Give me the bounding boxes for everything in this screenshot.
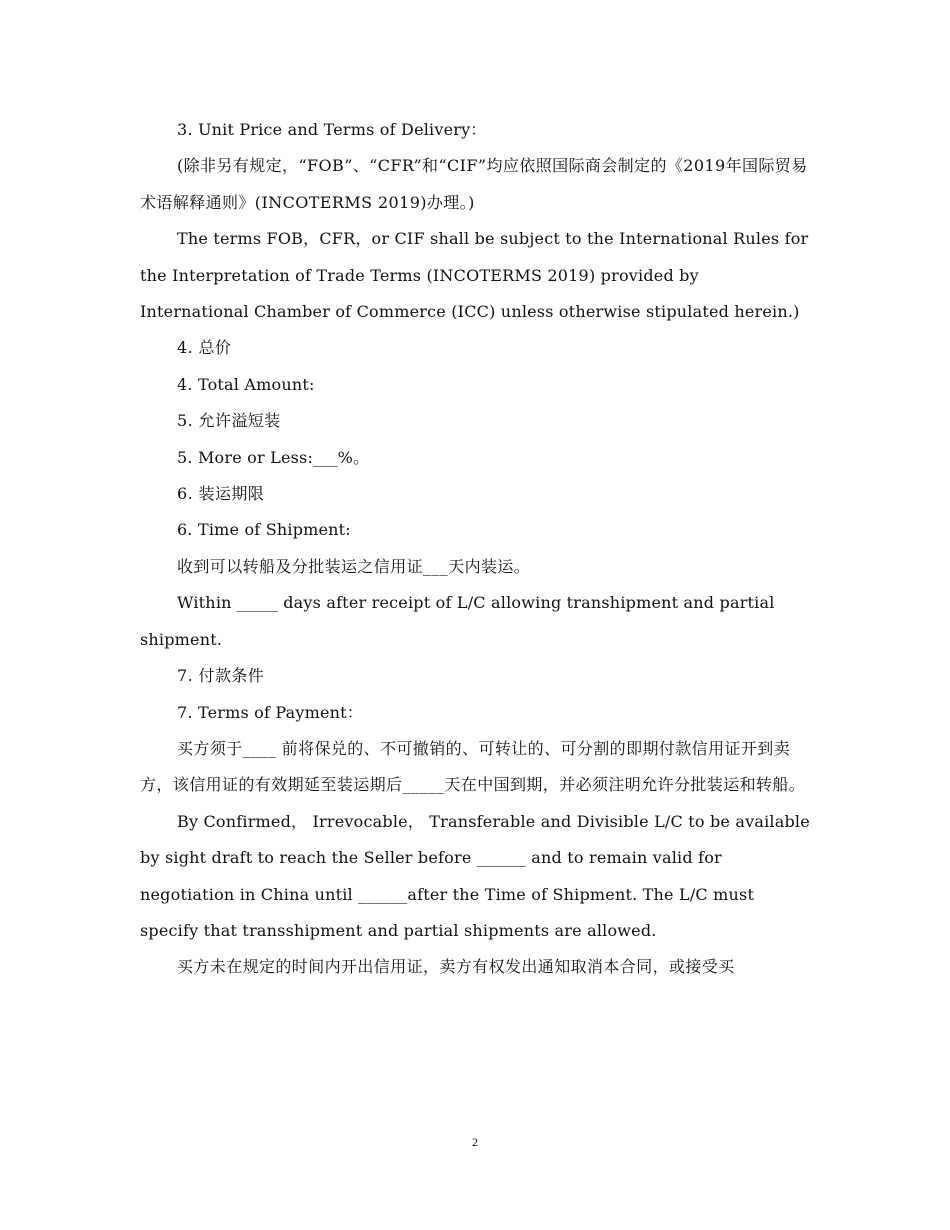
clause-5-heading-en: 5. More or Less:___%。	[177, 447, 370, 467]
clause-6-heading-en: 6. Time of Shipment:	[177, 520, 351, 540]
document-body	[140, 112, 812, 986]
page-number: 2	[472, 1135, 478, 1149]
clause-6-body-cn: 收到可以转船及分批装运之信用证___天内装运。	[177, 556, 531, 576]
clause-4-heading-en: 4. Total Amount:	[177, 374, 315, 394]
clause-7-heading-en: 7. Terms of Payment：	[177, 702, 364, 722]
clause-6-body-en: Within _____ days after receipt of L/C allowing transhipment and partial shipment.	[140, 593, 775, 649]
clause-7-body-en: By Confirmed， Irrevocable， Transferable and Divisible L/C to be available by sight draft to reach the Seller before ______ and to remain valid for negotiation in China until ______after the Time of Shipment. The L/C must specify that transshipment and partial shipments are allowed.	[140, 811, 810, 940]
clause-7-note-cn: 买方未在规定的时间内开出信用证，卖方有权发出通知取消本合同，或接受买	[177, 957, 735, 977]
clause-5-heading-cn: 5. 允许溢短装	[177, 411, 281, 431]
clause-7-heading-cn: 7. 付款条件	[177, 666, 265, 686]
clause-3-note-cn: (除非另有规定，“FOB”、“CFR”和“CIF”均应依照国际商会制定的《2019年国际贸易术语解释通则》(INCOTERMS 2019)办理。)	[140, 156, 808, 212]
clause-4-heading-cn: 4. 总价	[177, 338, 232, 358]
clause-7-body-cn: 买方须于____ 前将保兑的、不可撤销的、可转让的、可分割的即期付款信用证开到卖方，该信用证的有效期延至装运期后_____天在中国到期，并必须注明允许分批装运和转船。	[140, 738, 806, 795]
clause-3-note-en: The terms FOB，CFR，or CIF shall be subject to the International Rules for the Interpretation of Trade Terms (INCOTERMS 2019) provided by International Chamber of Commerce (ICC) unless otherwise stipulated herein.)	[140, 229, 809, 322]
clause-3-heading-en: 3. Unit Price and Terms of Delivery：	[177, 120, 487, 139]
clause-6-heading-cn: 6. 装运期限	[177, 484, 265, 504]
